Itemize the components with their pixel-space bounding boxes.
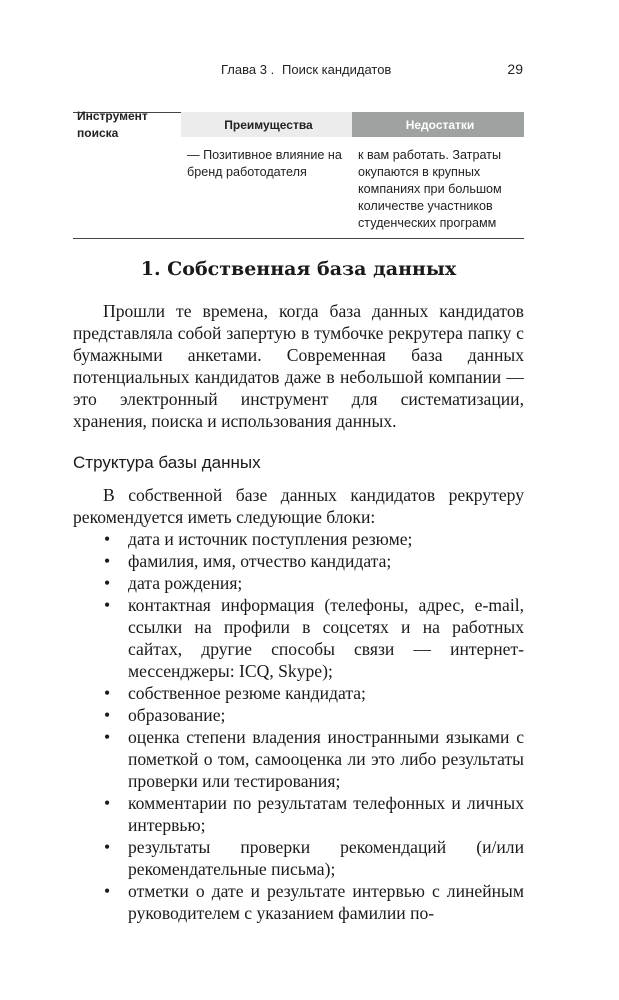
list-item: • образование; [104,705,226,725]
bullet-icon: • [104,595,111,615]
list-item: • собственное резюме кандидата; [104,683,366,703]
list-item: • контактная информация (телефоны, адрес, e-mail, ссылки на профили в соцсетях и на работных сайтах, другие способы связи — интернет-мессенджеры: ICQ, Skype); [104,595,524,681]
chapter-label: Глава 3 . [221,62,275,77]
list-item: • оценка степени владения иностранными языками с пометкой о том, самооценка ли это либо результаты проверки или тестирования; [104,727,524,791]
page-number: 29 [507,61,523,77]
table-cell-tool [73,147,181,232]
column-header-tool: Инструмент поиска [73,112,181,137]
section-heading: 1. Собственная база данных [140,258,457,280]
list-item: • результаты проверки рекомендаций (и/или рекомендательные письма); [104,837,524,879]
list-item: • отметки о дате и результате интервью с линейным руководителем с указанием фамилии по- [104,881,524,923]
column-header-advantages: Преимущества [181,112,352,137]
bullet-icon: • [104,793,111,813]
paragraph-lead: В собственной базе данных кандидатов рекрутеру рекомендуется иметь следующие блоки: [73,485,524,527]
search-tools-table [73,109,524,239]
bullet-icon: • [104,683,111,703]
table-cell-advantages: — Позитивное влияние на бренд работодателя [187,148,342,179]
list-item: • фамилия, имя, отчество кандидата; [104,551,392,571]
bullet-icon: • [104,573,111,593]
list-item: • дата рождения; [104,573,243,593]
table-row [73,137,524,239]
bullet-icon: • [104,837,111,857]
column-header-disadvantages: Недостатки [352,112,524,137]
section-label: Поиск кандидатов [282,62,392,77]
subheading: Структура базы данных [73,453,261,472]
list-item: • комментарии по результатам телефонных и личных интервью; [104,793,524,835]
bullet-icon: • [104,881,111,901]
bullet-icon: • [104,727,111,747]
paragraph-intro: Прошли те времена, когда база данных кандидатов представляла собой запертую в тумбочке рекрутера папку с бумажными анкетами. Современная база данных потенциальных кандидатов даже в небольшой компании — это электронный инструмент для систематизации, хранения, поиска и использования данных. [73,301,524,431]
running-head [73,62,523,82]
bullet-icon: • [104,529,111,549]
table-header-row [73,109,524,140]
list-item: • дата и источник поступления резюме; [104,529,413,549]
table-cell-disadvantages: к вам работать. Затраты окупаются в крупных компаниях при большом количестве участников студенческих программ [358,148,502,230]
bullet-icon: • [104,551,111,571]
bullet-list [73,528,524,924]
bullet-icon: • [104,705,111,725]
